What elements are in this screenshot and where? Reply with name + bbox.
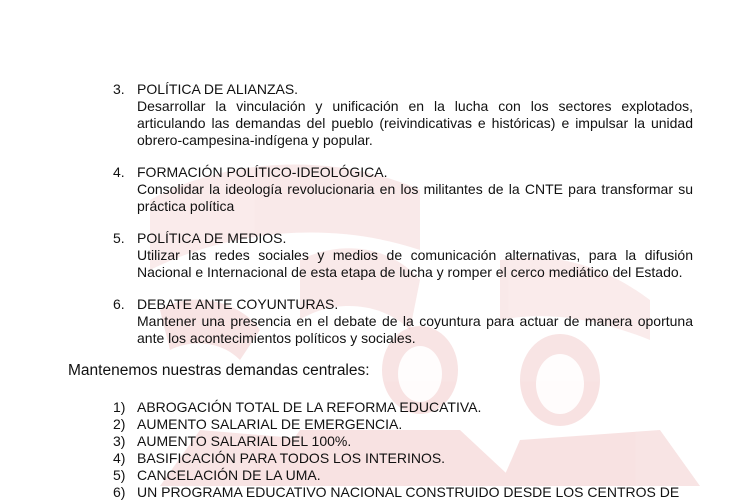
demand-number: 2) (113, 416, 126, 432)
demand-text: ABROGACIÓN TOTAL DE LA REFORMA EDUCATIVA. (137, 399, 482, 415)
item-body: Utilizar las redes sociales y medios de comunicación alternativas, para la difusión Nacional e Internacional de esta etapa de lucha y romper el cerco mediático del Estado. (137, 247, 693, 280)
list-item-debate (113, 296, 693, 347)
demand-number: 5) (113, 467, 126, 483)
demand-number: 4) (113, 450, 126, 466)
demand-text: BASIFICACIÓN PARA TODOS LOS INTERINOS. (137, 450, 446, 466)
item-body: Mantener una presencia en el debate de la coyuntura para actuar de manera oportuna ante los acontecimientos políticos y sociales. (137, 313, 693, 346)
item-number: 4. (113, 164, 125, 180)
demand-number: 1) (113, 399, 126, 415)
demand-text: CANCELACIÓN DE LA UMA. (137, 467, 321, 483)
demand-text: AUMENTO SALARIAL DEL 100%. (137, 433, 352, 449)
demand-text: AUMENTO SALARIAL DE EMERGENCIA. (137, 416, 403, 432)
demands-intro: Mantenemos nuestras demandas centrales: (68, 362, 370, 379)
item-body: Consolidar la ideología revolucionaria en los militantes de la CNTE para transformar su práctica política (137, 181, 693, 214)
item-number: 3. (113, 81, 125, 97)
item-title: DEBATE ANTE COYUNTURAS. (137, 296, 339, 312)
demand-number: 3) (113, 433, 126, 449)
list-item-formacion (113, 164, 693, 215)
item-number: 5. (113, 230, 125, 246)
list-item-medios (113, 230, 693, 281)
item-title: POLÍTICA DE ALIANZAS. (137, 81, 299, 97)
demand-number: 6) (113, 484, 126, 500)
demand-text: UN PROGRAMA EDUCATIVO NACIONAL CONSTRUIDO DESDE LOS CENTROS DE (137, 484, 680, 500)
item-number: 6. (113, 296, 125, 312)
item-title: FORMACIÓN POLÍTICO-IDEOLÓGICA. (137, 164, 388, 180)
item-title: POLÍTICA DE MEDIOS. (137, 230, 287, 246)
item-body: Desarrollar la vinculación y unificación en la lucha con los sectores explotados, articulando las demandas del pueblo (reivindicativas e históricas) e impulsar la unidad obrero-campesina-indígena y popular. (137, 98, 693, 148)
list-item-alianzas (113, 81, 693, 149)
